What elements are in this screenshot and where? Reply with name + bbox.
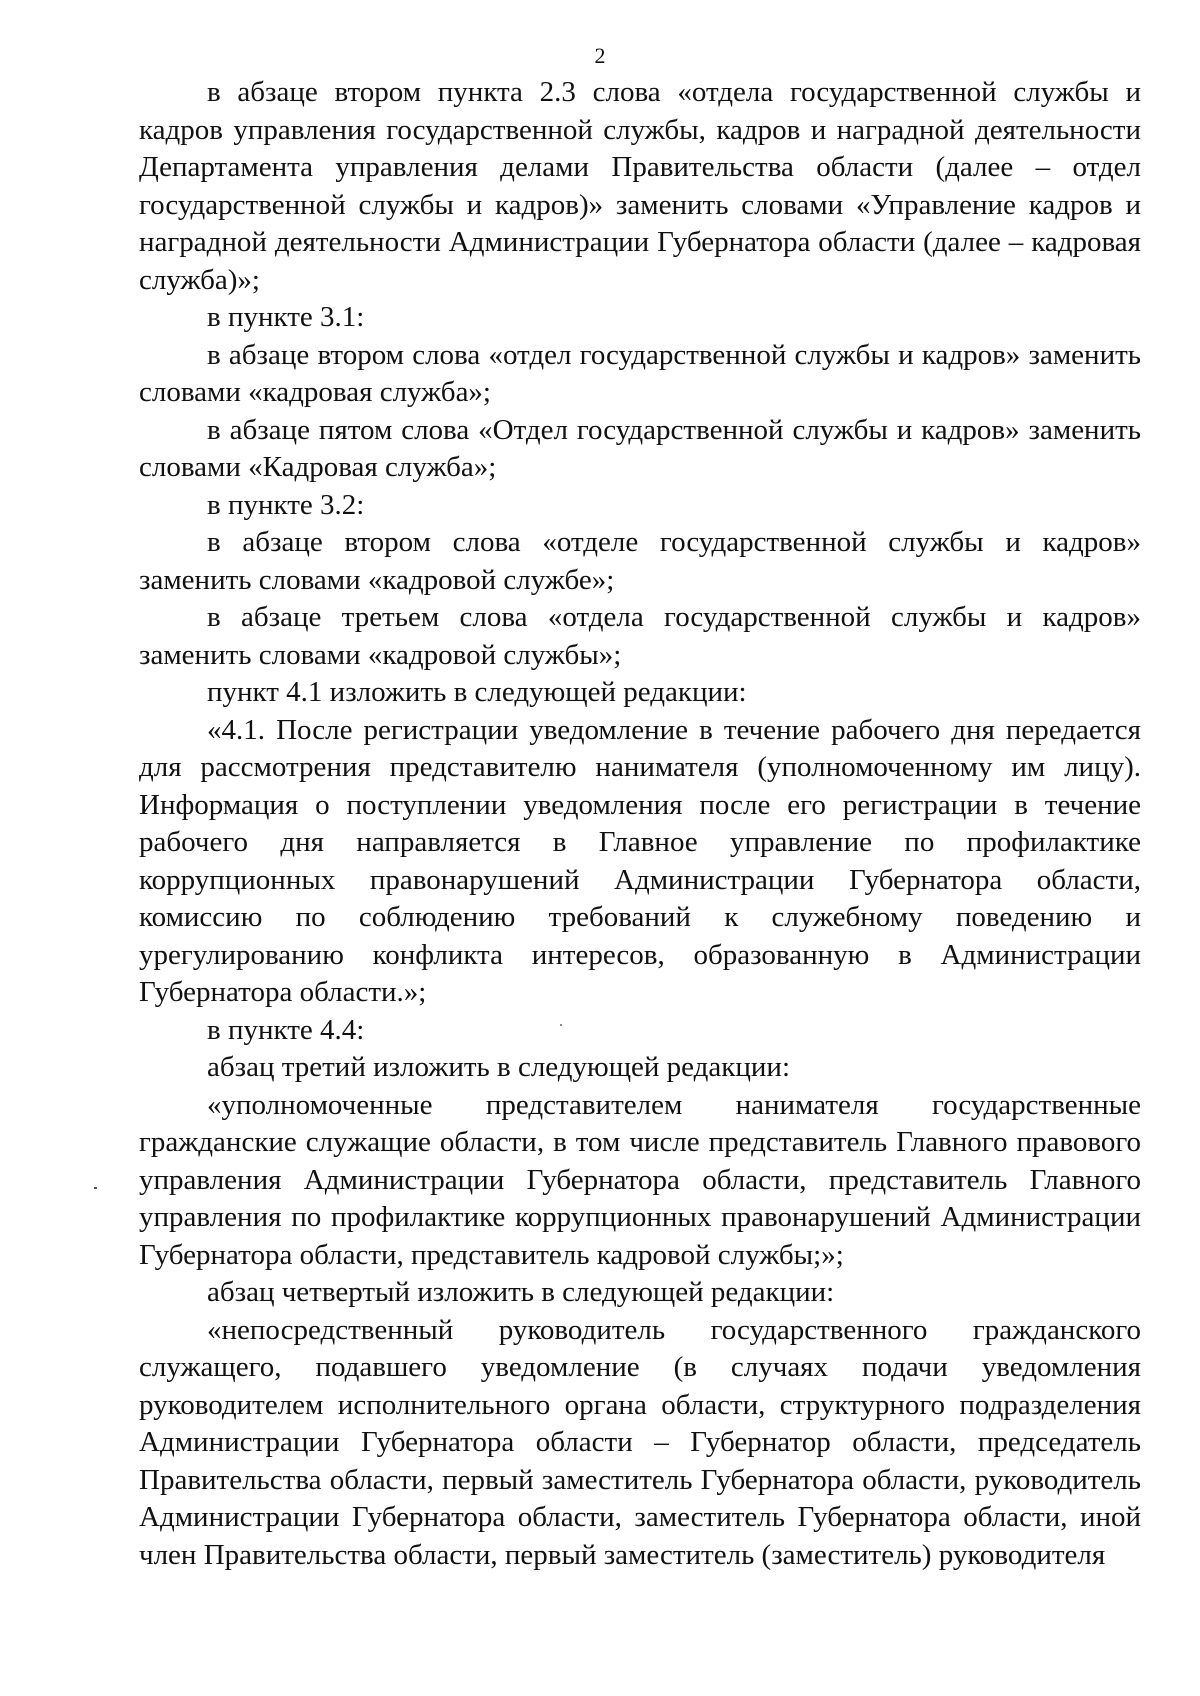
page-number: 2 [594, 43, 606, 68]
paragraph-3-2-third: в абзаце третьем слова «отдела государственной службы и кадров» заменить словами «кадровой службы»; [139, 601, 1141, 671]
paragraph-3-2-second: в абзаце втором слова «отделе государственной службы и кадров» заменить словами «кадровой службе»; [139, 526, 1141, 596]
paragraph-4-4-fourth-intro: абзац четвертый изложить в следующей редакции: [207, 1276, 835, 1308]
paragraph-point-3-1: в пункте 3.1: [207, 301, 365, 333]
paragraph-3-1-second: в абзаце втором слова «отдел государственной службы и кадров» заменить словами «кадровая служба»; [139, 338, 1141, 408]
paragraph-point-4-1-intro: пункт 4.1 изложить в следующей редакции: [207, 676, 747, 708]
paragraph-point-4-4: в пункте 4.4: [207, 1013, 365, 1046]
paragraph-point-3-2: в пункте 3.2: [207, 488, 365, 521]
paragraph-2-3-amendment: в абзаце втором пункта 2.3 слова «отдела государственной службы и кадров управления государственной службы, кадров и наградной деятельности Департамента управления делами Правительства области (далее – отдел государственной службы и кадров)» заменить словами «Управление кадров и наградной деятельности Администрации Губернатора области (далее – кадровая служба)»; [139, 76, 1141, 296]
paragraph-4-4-fourth-text: «непосредственный руководитель государственного гражданского служащего, подавшего уведомление (в случаях подачи уведомления руководителем исполнительного органа области, структурного подразделения Администрации Губернатора области – Губернатор области, председатель Правительства области, первый заместитель Губернатора области, руководитель Администрации Губернатора области, заместитель Губернатора области, иной член Правительства области, первый заместитель (заместитель) руководителя [139, 1313, 1141, 1571]
paragraph-point-4-1-text: «4.1. После регистрации уведомление в течение рабочего дня передается для рассмотрения представителю нанимателя (уполномоченному им лицу). Информация о поступлении уведомления после его регистрации в течение рабочего дня направляется в Главное управление по профилактике коррупционных правонарушений Администрации Губернатора области, комиссию по соблюдению требований к служебному поведению и урегулированию конфликта интересов, образованную в Администрации Губернатора области.»; [139, 713, 1141, 1008]
document-body [139, 74, 1141, 1574]
paragraph-3-1-fifth: в абзаце пятом слова «Отдел государственной службы и кадров» заменить словами «Кадровая служба»; [139, 413, 1141, 483]
paragraph-4-4-third-text: «уполномоченные представителем нанимателя государственные гражданские служащие области, в том числе представитель Главного правового управления Администрации Губернатора области, представитель Главного управления по профилактике коррупционных правонарушений Администрации Губернатора области, представитель кадровой службы;»; [139, 1088, 1141, 1271]
scan-artifact-mark [94, 1187, 97, 1189]
paragraph-4-4-third-intro: абзац третий изложить в следующей редакции: [207, 1051, 791, 1083]
